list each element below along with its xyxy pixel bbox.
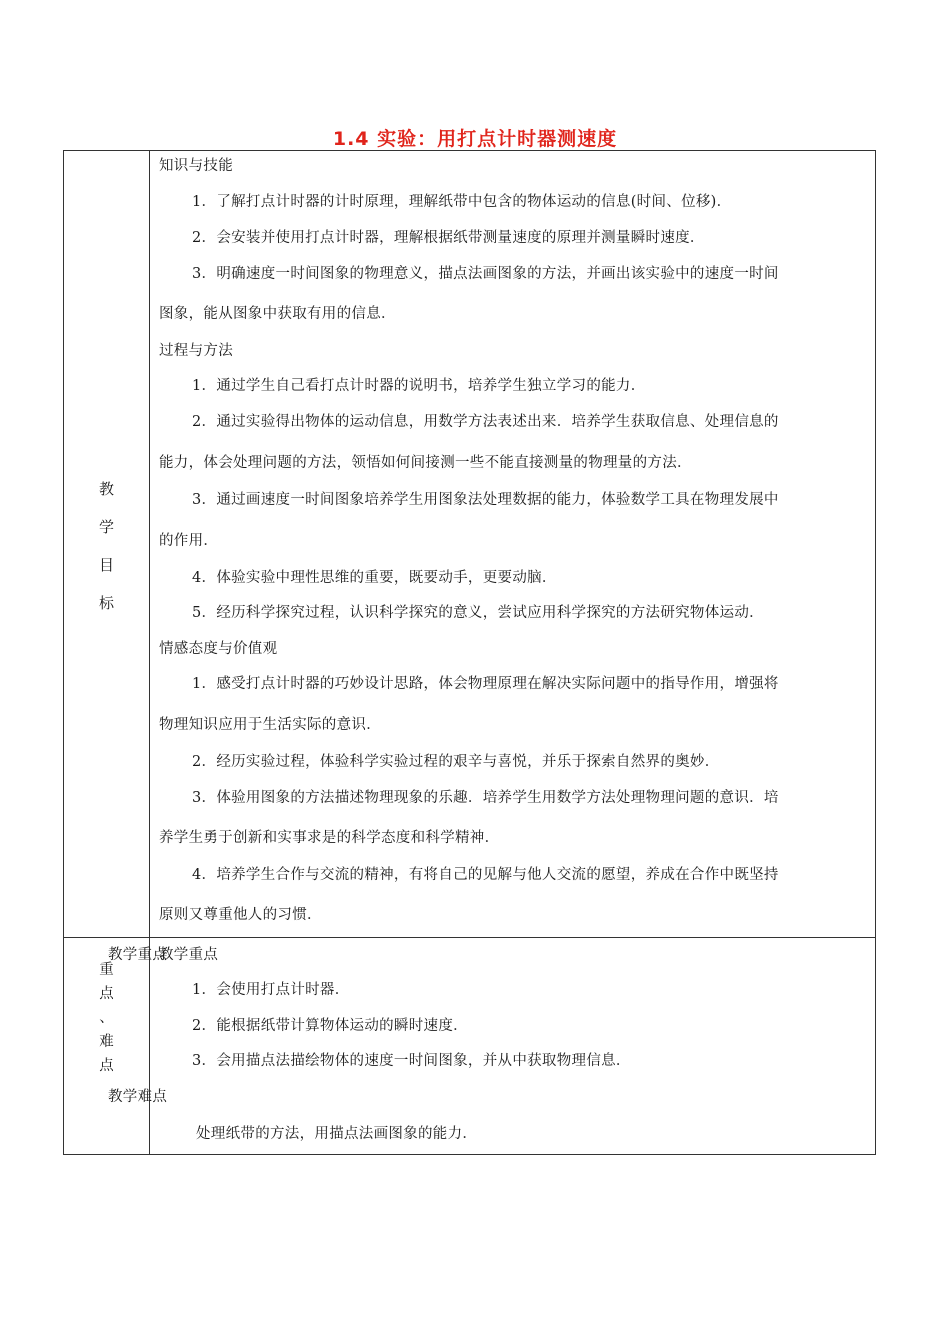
values-item: 4．培养学生合作与交流的精神，有将自己的见解与他人交流的愿望，养成在合作中既坚持 (192, 867, 779, 883)
knowledge-item: 2．会安装并使用打点计时器，理解根据纸带测量速度的原理并测量瞬时速度． (192, 230, 705, 246)
values-item: 2．经历实验过程，体验科学实验过程的艰辛与喜悦，并乐于探索自然界的奥妙． (192, 754, 720, 770)
column-divider (149, 150, 150, 1155)
process-item: 5．经历科学探究过程，认识科学探究的意义，尝试应用科学探究的方法研究物体运动． (192, 605, 764, 621)
key-points-label-char: 、 (99, 1010, 114, 1026)
values-item-cont: 原则又尊重他人的习惯． (159, 907, 322, 923)
process-item: 2．通过实验得出物体的运动信息，用数学方法表述出来．培养学生获取信息、处理信息的 (192, 414, 779, 430)
knowledge-item: 3．明确速度一时间图象的物理意义，描点法画图象的方法，并画出该实验中的速度一时间 (192, 266, 779, 282)
key-points-heading: 教学重点 (159, 947, 219, 963)
key-points-label-char: 重 (99, 962, 114, 978)
key-point-item: 3．会用描点法描绘物体的速度一时间图象，并从中获取物理信息． (192, 1053, 631, 1069)
values-heading: 情感态度与价值观 (159, 641, 278, 657)
knowledge-item-cont: 图象，能从图象中获取有用的信息． (159, 306, 396, 322)
key-points-label-top: 教学重点 (108, 947, 168, 963)
key-points-label (64, 958, 149, 1078)
goals-label-char: 目 (98, 556, 114, 574)
process-item-cont: 能力，体会处理问题的方法，领悟如何间接测一些不能直接测量的物理量的方法． (159, 455, 692, 471)
difficult-point-text: 处理纸带的方法，用描点法画图象的能力． (196, 1126, 478, 1142)
document-title: 1.4 实验：用打点计时器测速度 (332, 128, 618, 150)
goals-label-char: 学 (98, 518, 114, 536)
process-item: 4．体验实验中理性思维的重要，既要动手，更要动脑． (192, 570, 557, 586)
key-points-label-char: 点 (99, 986, 114, 1002)
values-item-cont: 养学生勇于创新和实事求是的科学态度和科学精神． (159, 830, 500, 846)
values-item-cont: 物理知识应用于生活实际的意识． (159, 717, 381, 733)
process-heading: 过程与方法 (159, 343, 233, 359)
goals-label-char: 标 (98, 594, 114, 612)
process-item-cont: 的作用． (159, 533, 219, 549)
key-point-item: 1．会使用打点计时器． (192, 982, 350, 998)
process-item: 3．通过画速度一时间图象培养学生用图象法处理数据的能力，体验数学工具在物理发展中 (192, 492, 779, 508)
goals-label (64, 470, 149, 622)
key-points-label-char: 难 (99, 1034, 114, 1050)
key-point-item: 2．能根据纸带计算物体运动的瞬时速度． (192, 1018, 468, 1034)
key-points-label-char: 点 (99, 1058, 114, 1074)
row-divider (63, 937, 876, 938)
knowledge-heading: 知识与技能 (159, 158, 233, 174)
goals-label-char: 教 (98, 480, 114, 498)
values-item: 3．体验用图象的方法描述物理现象的乐趣．培养学生用数学方法处理物理问题的意识．培 (192, 790, 779, 806)
difficult-points-label: 教学难点 (108, 1089, 168, 1105)
knowledge-item: 1．了解打点计时器的计时原理，理解纸带中包含的物体运动的信息(时间、位移)． (192, 194, 732, 210)
process-item: 1．通过学生自己看打点计时器的说明书，培养学生独立学习的能力． (192, 378, 646, 394)
values-item: 1．感受打点计时器的巧妙设计思路，体会物理原理在解决实际问题中的指导作用，增强将 (192, 676, 779, 692)
